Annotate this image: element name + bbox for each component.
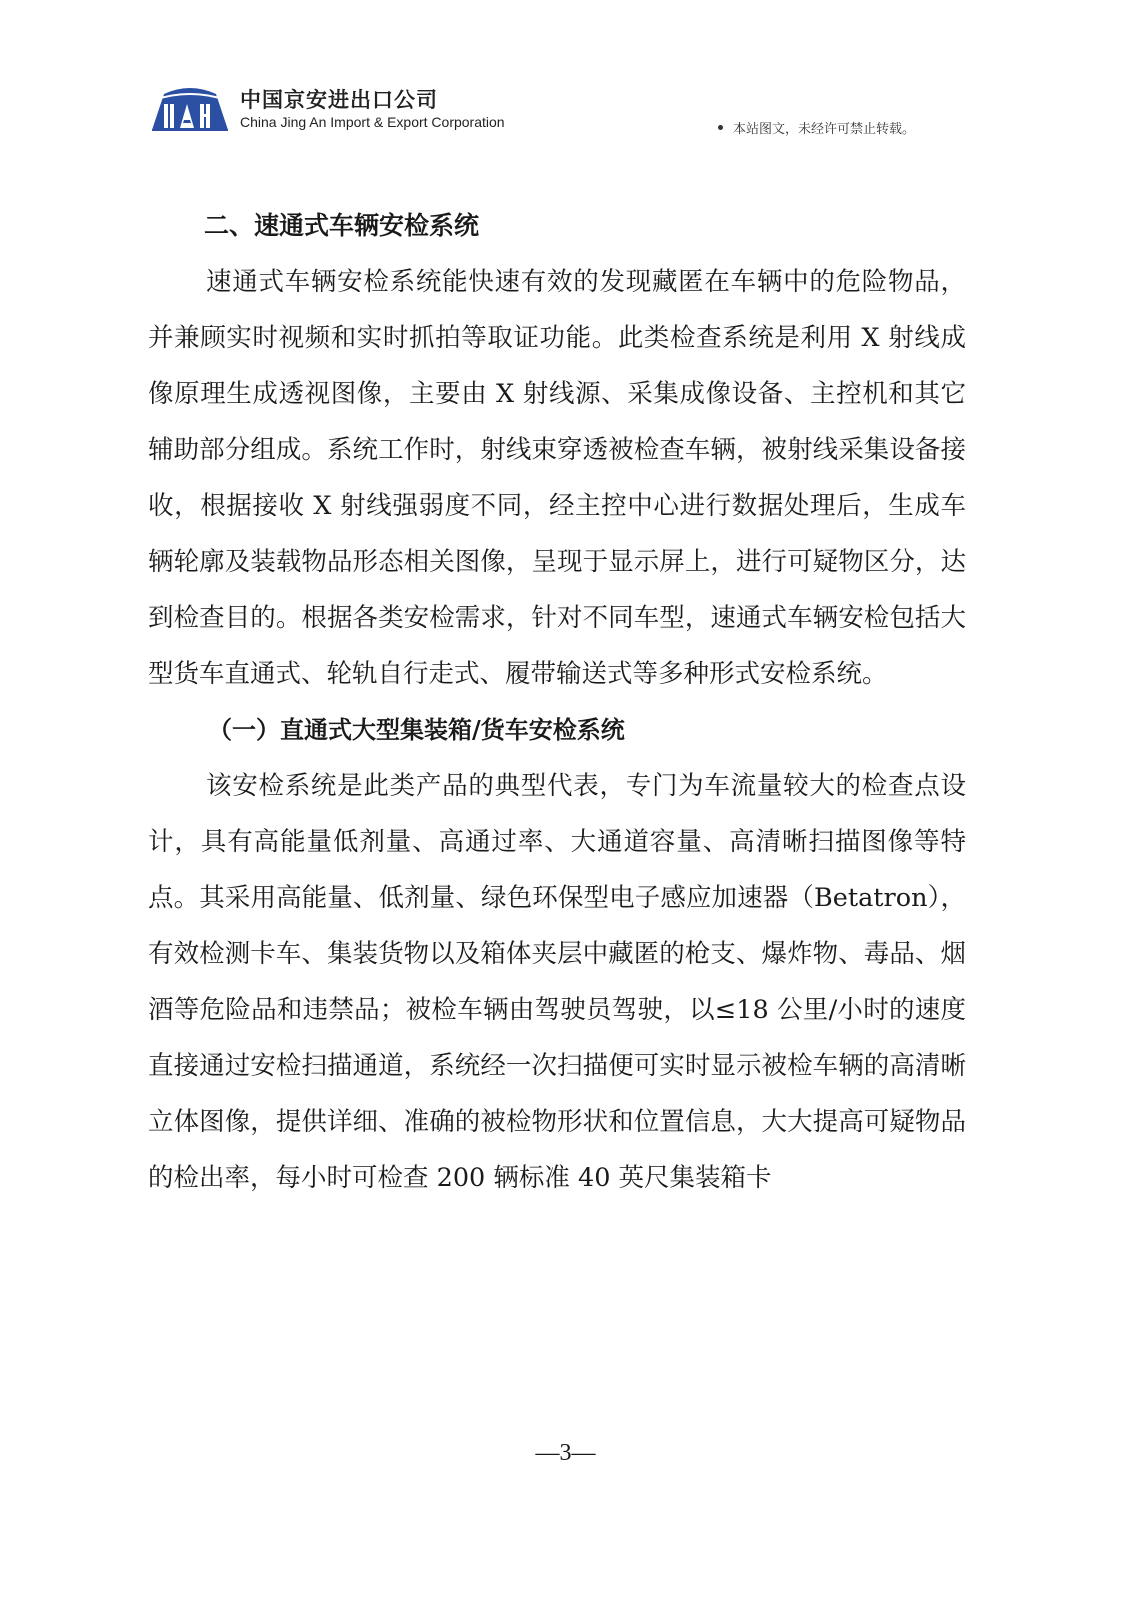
bullet-icon bbox=[718, 125, 723, 130]
jingan-logo-icon bbox=[150, 86, 230, 132]
body-paragraph: 速通式车辆安检系统能快速有效的发现藏匿在车辆中的危险物品，并兼顾实时视频和实时抓拍等取证功能。此类检查系统是利用 X 射线成像原理生成透视图像，主要由 X 射线源、采集成像设备、主控机和其它辅助部分组成。系统工作时，射线束穿透被检查车辆，被射线采集设备接收，根据接收 X 射线强弱度不同，经主控中心进行数据处理后，生成车辆轮廓及装载物品形态相关图像，呈现于显示屏上，进行可疑物区分，达到检查目的。根据各类安检需求，针对不同车型，速通式车辆安检包括大型货车直通式、轮轨自行走式、履带输送式等多种形式安检系统。 bbox=[148, 267, 966, 689]
sub-heading: （一）直通式大型集装箱/货车安检系统 bbox=[208, 715, 625, 744]
body-paragraph: 该安检系统是此类产品的典型代表，专门为车流量较大的检查点设计，具有高能量低剂量、高通过率、大通道容量、高清晰扫描图像等特点。其采用高能量、低剂量、绿色环保型电子感应加速器（Betatron），有效检测卡车、集装货物以及箱体夹层中藏匿的枪支、爆炸物、毒品、烟酒等危险品和违禁品；被检车辆由驾驶员驾驶，以≤18 公里/小时的速度直接通过安检扫描通道，系统经一次扫描便可实时显示被检车辆的高清晰立体图像，提供详细、准确的被检物形状和位置信息，大大提高可疑物品的检出率，每小时可检查 200 辆标准 40 英尺集装箱卡 bbox=[148, 771, 966, 1193]
company-name-cn: 中国京安进出口公司 bbox=[240, 88, 438, 112]
company-name-en: China Jing An Import & Export Corporation bbox=[240, 114, 505, 130]
page-header bbox=[0, 0, 1131, 160]
copyright-notice bbox=[718, 118, 915, 137]
document-body bbox=[148, 198, 966, 1206]
copyright-text: 本站图文，未经许可禁止转载。 bbox=[733, 122, 916, 137]
page-number: —3— bbox=[535, 1440, 596, 1466]
section-heading: 二、速通式车辆安检系统 bbox=[204, 211, 480, 240]
